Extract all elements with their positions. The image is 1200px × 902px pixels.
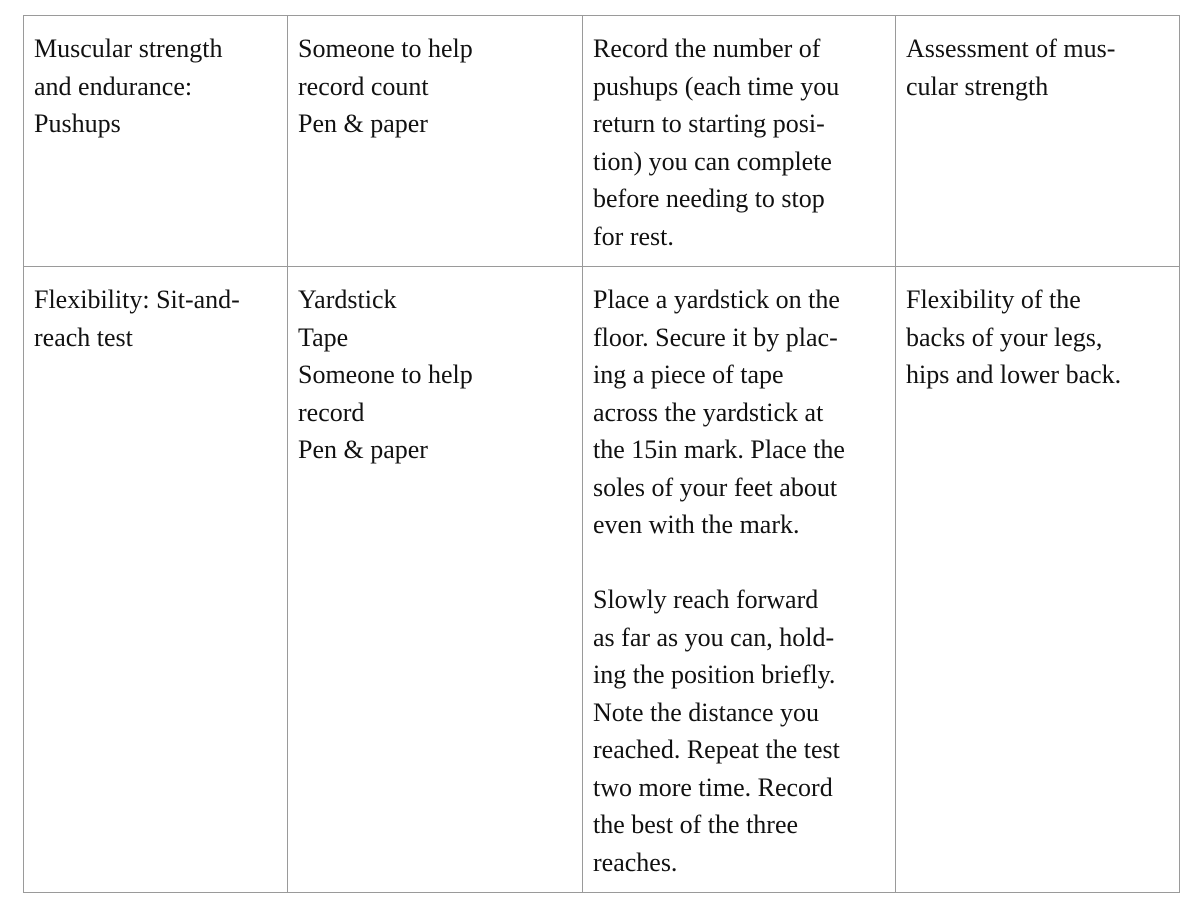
cell-line: Pen & paper: [298, 435, 428, 464]
test-cell: [24, 267, 288, 893]
cell-line: Muscular strength: [34, 34, 223, 63]
cell-line: Flexibility: Sit-and-: [34, 285, 240, 314]
cell-line: reach test: [34, 322, 133, 352]
instructions-cell: [583, 16, 896, 267]
cell-line: Pen & paper: [298, 109, 428, 138]
cell-line: Pushups: [34, 109, 121, 138]
cell-line: and endurance:: [34, 71, 193, 101]
cell-line: hips and lower back.: [906, 360, 1122, 389]
cell-line: pushups (each time you: [593, 71, 840, 101]
cell-line: soles of your feet about: [593, 472, 838, 502]
cell-line: ing the position briefly.: [593, 660, 836, 689]
cell-line: the 15in mark. Place the: [593, 435, 845, 464]
table-row: [24, 267, 1180, 893]
purpose-cell: [896, 16, 1180, 267]
cell-line: Flexibility of the: [906, 285, 1081, 314]
cell-line: backs of your legs,: [906, 322, 1103, 352]
purpose-cell: [896, 267, 1180, 893]
cell-line: for rest.: [593, 221, 674, 251]
instructions-cell: [583, 267, 896, 893]
cell-line: the best of the three: [593, 810, 799, 839]
equipment-cell: [288, 16, 583, 267]
cell-line: even with the mark.: [593, 510, 800, 539]
cell-line: Tape: [298, 322, 349, 352]
cell-line: Note the distance you: [593, 697, 819, 727]
table-row: [24, 16, 1180, 267]
fitness-test-table: [23, 15, 1180, 893]
cell-line: reaches.: [593, 847, 678, 877]
cell-line: return to starting posi-: [593, 109, 825, 138]
cell-line: Someone to help: [298, 360, 473, 389]
cell-line: record count: [298, 71, 429, 101]
cell-line: record: [298, 397, 365, 427]
equipment-cell: [288, 267, 583, 893]
cell-line: tion) you can complete: [593, 146, 832, 176]
cell-line: reached. Repeat the test: [593, 735, 840, 764]
cell-line: Yardstick: [298, 285, 397, 314]
cell-line: Record the number of: [593, 34, 821, 63]
cell-line: floor. Secure it by plac-: [593, 322, 838, 352]
cell-line: across the yardstick at: [593, 397, 824, 427]
test-cell: [24, 16, 288, 267]
cell-line: as far as you can, hold-: [593, 622, 835, 652]
cell-line: cular strength: [906, 71, 1049, 101]
cell-line: ing a piece of tape: [593, 360, 784, 389]
cell-line: Slowly reach forward: [593, 585, 819, 614]
paragraph-gap: [593, 544, 885, 582]
cell-line: Someone to help: [298, 34, 473, 63]
cell-line: two more time. Record: [593, 772, 833, 802]
cell-line: before needing to stop: [593, 184, 825, 213]
cell-line: Assessment of mus-: [906, 34, 1116, 63]
cell-line: Place a yardstick on the: [593, 285, 840, 314]
